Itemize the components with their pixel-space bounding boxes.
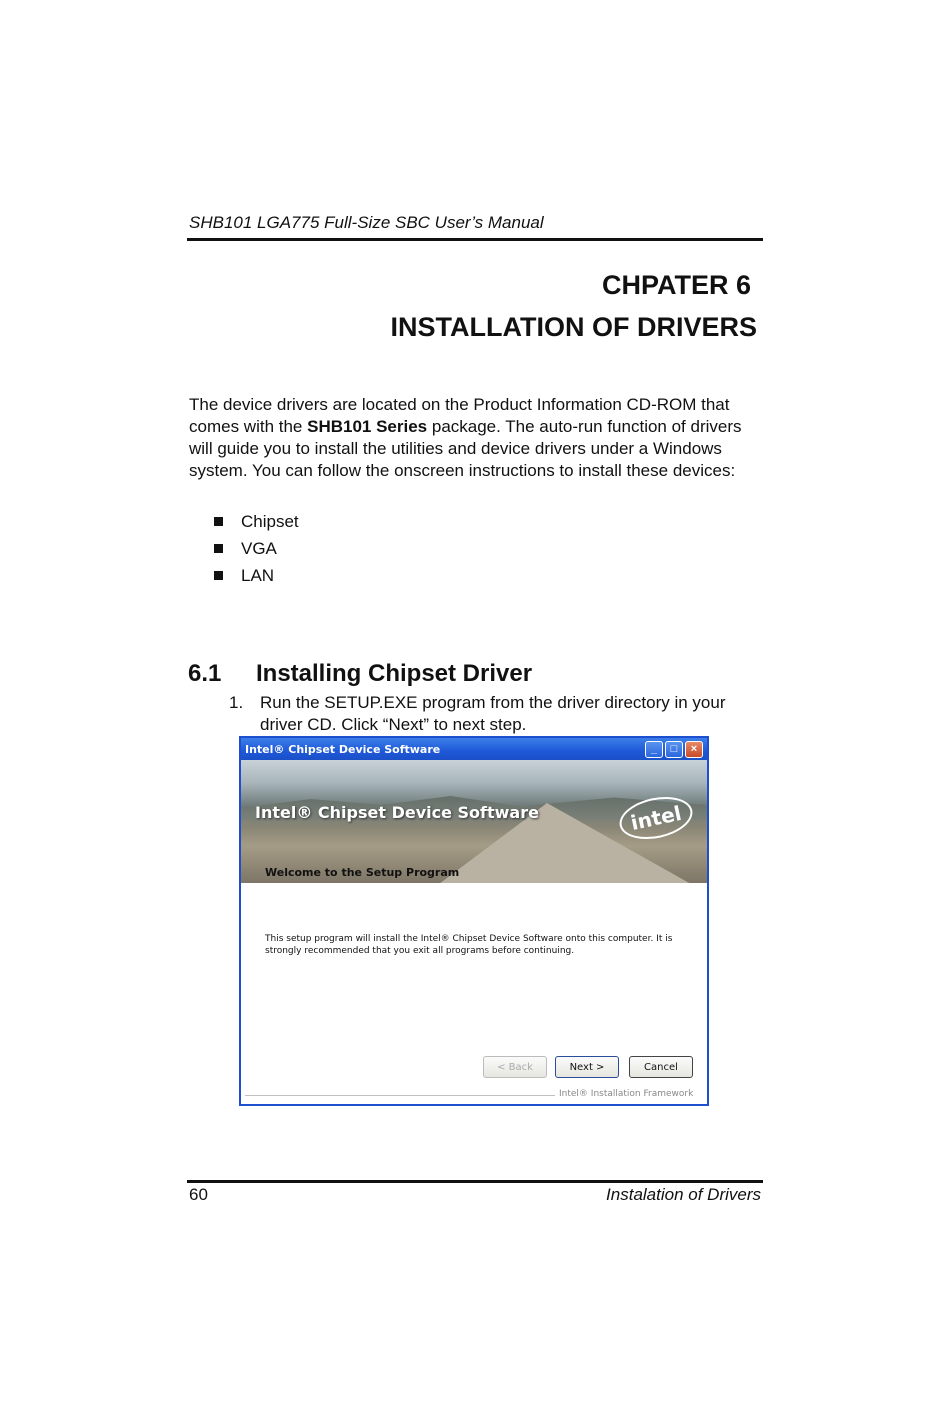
step-text: Run the SETUP.EXE program from the driver directory in your driver CD. Click “Next” to next step. bbox=[260, 693, 726, 734]
device-label: Chipset bbox=[241, 511, 299, 531]
footer-title: Instalation of Drivers bbox=[606, 1185, 761, 1204]
back-button[interactable]: < Back bbox=[483, 1056, 547, 1078]
close-icon[interactable]: × bbox=[685, 741, 703, 758]
chapter-number: CHPATER 6 bbox=[601, 270, 751, 300]
cancel-button[interactable]: Cancel bbox=[629, 1056, 693, 1078]
section-number: 6.1 bbox=[188, 660, 222, 687]
setup-dialog-screenshot bbox=[239, 736, 709, 1106]
step-number: 1. bbox=[229, 693, 244, 712]
footer-rule bbox=[187, 1180, 763, 1183]
bullet-square-icon bbox=[214, 571, 223, 580]
framework-divider bbox=[245, 1095, 555, 1096]
device-label: LAN bbox=[241, 565, 275, 585]
intro-text-1: The device drivers are located on the Product Information CD-ROM that comes with the bbox=[189, 395, 730, 436]
intro-paragraph bbox=[189, 394, 765, 482]
list-item bbox=[214, 508, 299, 535]
device-label: VGA bbox=[241, 538, 277, 558]
dialog-buttons bbox=[483, 1056, 693, 1078]
section-title: Installing Chipset Driver bbox=[256, 660, 533, 687]
running-header: SHB101 LGA775 Full-Size SBC User’s Manual bbox=[189, 213, 544, 232]
banner-title: Intel® Chipset Device Software bbox=[255, 803, 539, 822]
framework-label: Intel® Installation Framework bbox=[559, 1089, 694, 1099]
intro-text-2: package. The auto-run function of drivers will guide you to install the utilities and device drivers under a Windows system. You can follow the onscreen instructions to install these devices: bbox=[189, 417, 742, 480]
minimize-icon[interactable]: _ bbox=[645, 741, 663, 758]
chapter-title: INSTALLATION OF DRIVERS bbox=[390, 312, 757, 342]
bullet-square-icon bbox=[214, 544, 223, 553]
page-number: 60 bbox=[189, 1185, 208, 1204]
welcome-heading: Welcome to the Setup Program bbox=[265, 866, 460, 879]
dialog-body-text: This setup program will install the Intel® Chipset Device Software onto this computer. It is strongly recommended that you exit all programs before continuing. bbox=[265, 934, 673, 956]
list-item bbox=[214, 562, 299, 589]
dialog-banner bbox=[241, 760, 707, 883]
window-controls bbox=[645, 741, 703, 758]
intel-logo-icon: intel bbox=[616, 791, 697, 846]
dialog-window-title: Intel® Chipset Device Software bbox=[245, 742, 441, 756]
header-rule bbox=[187, 238, 763, 241]
dialog-titlebar bbox=[241, 738, 707, 760]
next-button[interactable]: Next > bbox=[555, 1056, 619, 1078]
intro-bold-product: SHB101 Series bbox=[307, 417, 428, 436]
list-item bbox=[214, 535, 299, 562]
device-list bbox=[214, 508, 299, 589]
bullet-square-icon bbox=[214, 517, 223, 526]
maximize-icon[interactable]: □ bbox=[665, 741, 683, 758]
